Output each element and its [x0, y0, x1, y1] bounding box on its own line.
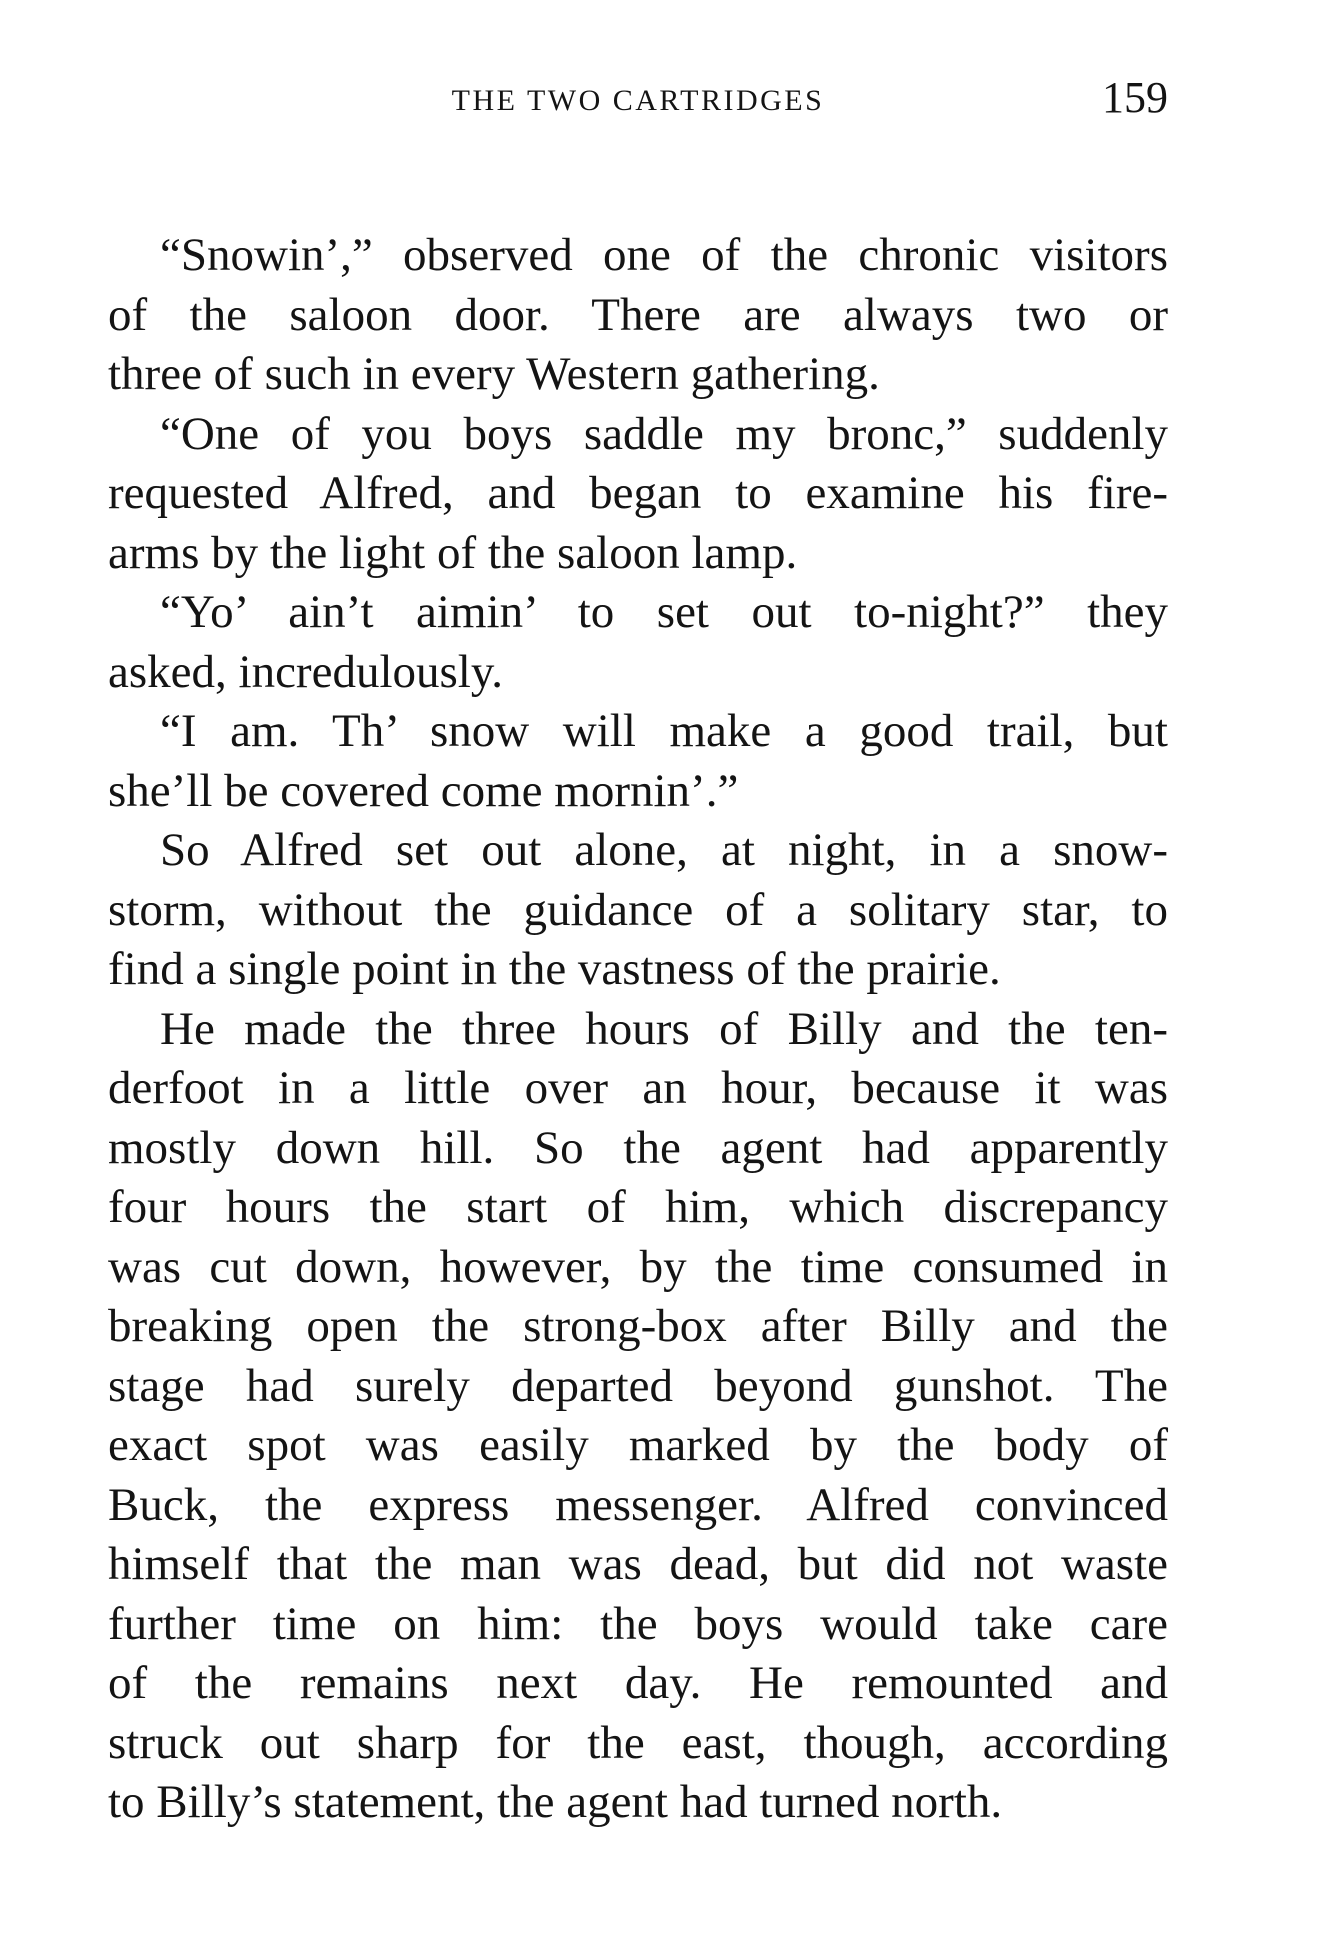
- text-line: mostly down hill. So the agent had apparently: [108, 1121, 1168, 1174]
- text-line: “Yo’ ain’t aimin’ to set out to-night?” they: [160, 586, 1168, 638]
- text-line: find a single point in the vastness of the prairie.: [108, 943, 1001, 995]
- text-line: Buck, the express messenger. Alfred convinced: [108, 1478, 1168, 1531]
- text-line: four hours the start of him, which discrepancy: [108, 1181, 1168, 1233]
- text-line: storm, without the guidance of a solitary star, to: [108, 883, 1168, 936]
- text-line: further time on him: the boys would take care: [108, 1597, 1168, 1650]
- text-line: of the remains next day. He remounted and: [108, 1657, 1168, 1709]
- text-line: breaking open the strong-box after Billy and the: [108, 1300, 1168, 1352]
- text-line: stage had surely departed beyond gunshot. The: [108, 1359, 1168, 1412]
- running-title: THE TWO CARTRIDGES: [451, 84, 825, 117]
- text-line: derfoot in a little over an hour, because it was: [108, 1062, 1168, 1114]
- text-line: “I am. Th’ snow will make a good trail, but: [160, 705, 1168, 757]
- text-line: “Snowin’,” observed one of the chronic visitors: [160, 229, 1168, 281]
- text-line: “One of you boys saddle my bronc,” suddenly: [160, 407, 1168, 460]
- text-line: struck out sharp for the east, though, according: [108, 1716, 1168, 1769]
- text-line: So Alfred set out alone, at night, in a snow-: [160, 824, 1168, 876]
- page-number: 159: [1102, 73, 1168, 122]
- text-line: himself that the man was dead, but did not waste: [108, 1538, 1168, 1590]
- book-page: [108, 72, 1168, 1833]
- text-line: exact spot was easily marked by the body of: [108, 1419, 1168, 1471]
- body-text: [108, 226, 1168, 1833]
- running-head: [108, 72, 1168, 142]
- text-line: arms by the light of the saloon lamp.: [108, 526, 798, 579]
- text-line: was cut down, however, by the time consumed in: [108, 1240, 1168, 1293]
- text-line: requested Alfred, and began to examine his fire-: [108, 467, 1168, 519]
- text-line: asked, incredulously.: [108, 645, 504, 698]
- text-line: of the saloon door. There are always two or: [108, 288, 1168, 341]
- text-line: three of such in every Western gathering.: [108, 348, 880, 400]
- text-line: to Billy’s statement, the agent had turned north.: [108, 1776, 1003, 1828]
- text-line: He made the three hours of Billy and the ten-: [160, 1002, 1168, 1055]
- text-line: she’ll be covered come mornin’.”: [108, 764, 739, 817]
